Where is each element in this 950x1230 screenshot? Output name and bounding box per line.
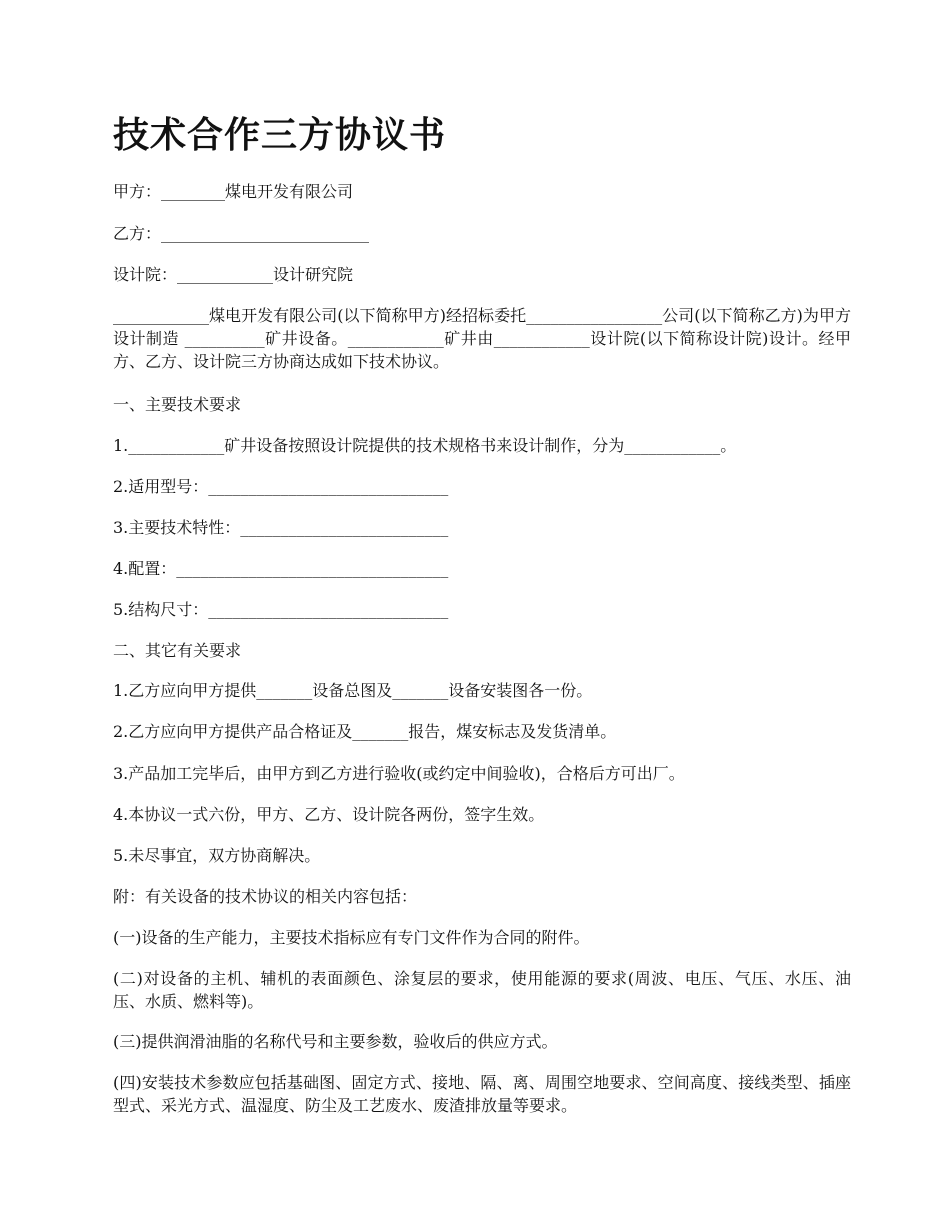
section-1-heading: 一、主要技术要求 [113,395,242,414]
appendix-item-4: (四)安装技术参数应包括基础图、固定方式、接地、隔、离、周围空地要求、空间高度、接线类型、插座型式、采光方式、温湿度、防尘及工艺废水、废渣排放量等要求。 [113,1073,851,1115]
party-a-line: 甲方：________煤电开发有限公司 [113,182,354,201]
section-2-item-1: 1.乙方应向甲方提供_______设备总图及_______设备安装图各一份。 [113,681,593,700]
section-1-item-3: 3.主要技术特性：__________________________ [113,518,449,537]
section-2-item-3: 3.产品加工完毕后，由甲方到乙方进行验收(或约定中间验收)，合格后方可出厂。 [113,764,685,783]
appendix-item-1: (一)设备的生产能力，主要技术指标应有专门文件作为合同的附件。 [113,928,590,947]
document-title: 技术合作三方协议书 [113,115,447,156]
party-b-line: 乙方：__________________________ [113,224,370,243]
section-2-item-5: 5.未尽事宜，双方协商解决。 [113,846,321,865]
intro-paragraph: ____________煤电开发有限公司(以下简称甲方)经招标委托_________________公司(以下简称乙方)为甲方设计制造 __________矿井设备。____________矿井由____________设计院(以下简称设计院)设计。经甲方、乙方、设计院三方协商达成如下技术协议。 [113,306,851,371]
section-2-item-2: 2.乙方应向甲方提供产品合格证及_______报告，煤安标志及发货清单。 [113,722,617,741]
section-2-item-4: 4.本协议一式六份，甲方、乙方、设计院各两份，签字生效。 [113,805,545,824]
section-1-item-4: 4.配置：__________________________________ [113,559,449,578]
appendix-heading: 附：有关设备的技术协议的相关内容包括： [113,887,418,906]
appendix-item-2: (二)对设备的主机、辅机的表面颜色、涂复层的要求，使用能源的要求(周波、电压、气压、水压、油压、水质、燃料等)。 [113,969,851,1011]
section-2-heading: 二、其它有关要求 [113,641,242,660]
section-1-item-1: 1.____________矿井设备按照设计院提供的技术规格书来设计制作，分为____________。 [113,436,737,455]
design-institute-line: 设计院：____________设计研究院 [113,265,354,284]
section-1-item-2: 2.适用型号：______________________________ [113,477,449,496]
appendix-item-3: (三)提供润滑油脂的名称代号和主要参数，验收后的供应方式。 [113,1032,558,1051]
section-1-item-5: 5.结构尺寸：______________________________ [113,600,449,619]
